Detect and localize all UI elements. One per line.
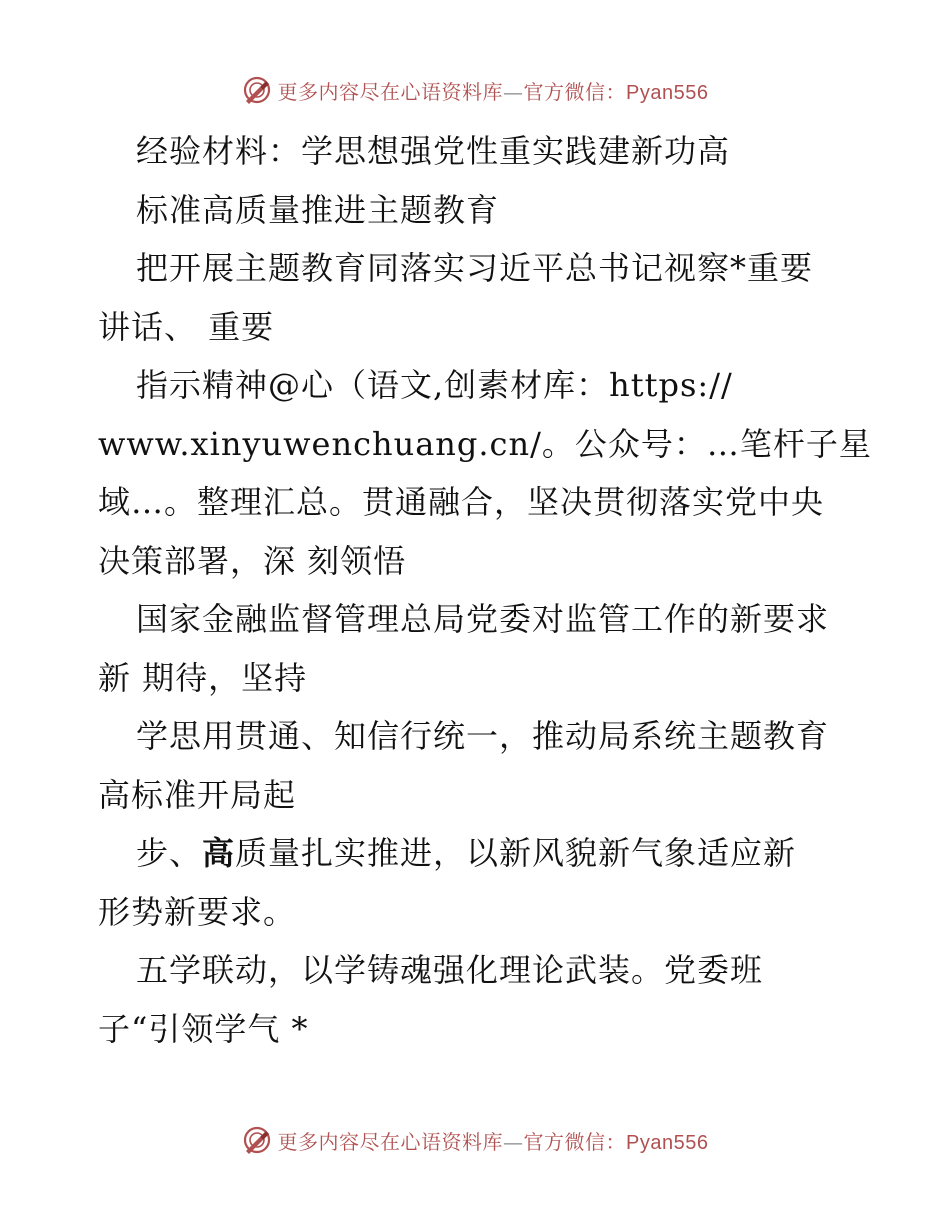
pen-logo-icon — [242, 75, 272, 105]
document-body — [98, 122, 872, 1058]
header-watermark — [0, 70, 950, 110]
text-line: 学思用贯通、知信行统一，推动局系统主题教育 — [136, 717, 830, 755]
text-line: 高标准开局起 — [98, 775, 297, 814]
text-segment: 质量扎实推进，以新风貌新气象适应新 — [235, 834, 797, 872]
watermark-separator: — — [503, 1129, 524, 1154]
watermark-wechat-label: 官方微信： — [523, 79, 627, 104]
watermark-wechat-id: Pyan556 — [626, 81, 709, 104]
watermark-main: 更多内容尽在心语资料库 — [277, 79, 504, 104]
text-line: 五学联动，以学铸魂强化理论武装。党委班 — [136, 951, 764, 989]
watermark-wechat-label: 官方微信： — [523, 1129, 627, 1154]
text-line: 讲话、 重要 — [98, 307, 275, 346]
text-line: 经验材料：学思想强党性重实践建新功高 — [136, 132, 731, 170]
footer-watermark — [0, 1120, 950, 1160]
text-line-mixed — [98, 824, 858, 883]
text-line: 域…。整理汇总。贯通融合，坚决贯彻落实党中央 — [98, 483, 825, 521]
text-segment: 步、 — [136, 834, 203, 872]
text-line: 决策部署，深 刻领悟 — [98, 541, 407, 580]
text-line: 形势新要求。 — [98, 892, 297, 931]
watermark-separator: — — [503, 79, 524, 104]
watermark-wechat-id: Pyan556 — [626, 1131, 709, 1154]
text-line: www.xinyuwenchuang.cn/。公众号：…笔杆子星 — [98, 424, 872, 463]
watermark-main: 更多内容尽在心语资料库 — [277, 1129, 504, 1154]
text-line: 指示精神@心（语文,创素材库：https:// — [136, 366, 733, 404]
text-line: 把开展主题教育同落实习近平总书记视察*重要 — [136, 249, 814, 287]
pen-logo-icon — [242, 1125, 272, 1155]
text-line: 子“引领学气 * — [98, 1009, 309, 1048]
text-line: 新 期待，坚持 — [98, 658, 308, 697]
text-line: 国家金融监督管理总局党委对监管工作的新要求 — [136, 600, 830, 638]
watermark-text — [278, 1126, 709, 1155]
text-line: 标准高质量推进主题教育 — [136, 190, 500, 229]
text-segment-bold: 高 — [202, 834, 236, 872]
watermark-text — [278, 76, 709, 105]
